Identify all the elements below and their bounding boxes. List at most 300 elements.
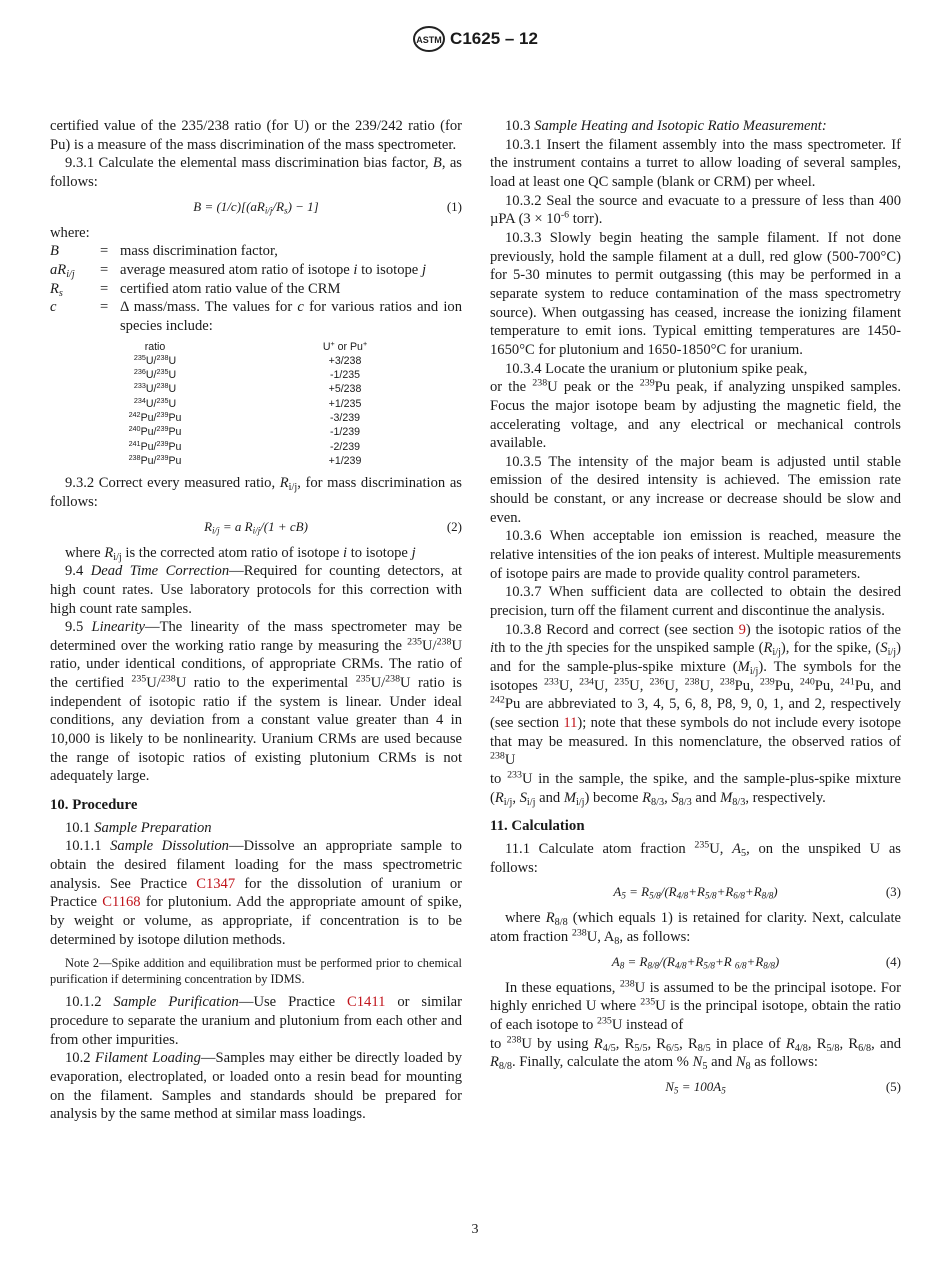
table-header-cell: [280, 340, 410, 354]
italic-text: R: [545, 910, 555, 927]
superscript: 239: [639, 377, 655, 389]
italic-text: R: [104, 544, 114, 561]
subscript: 5/5: [634, 1042, 648, 1054]
text-run: U/: [145, 354, 157, 367]
text-run: Pu/: [140, 412, 157, 425]
superscript: -6: [560, 209, 570, 221]
table-cell: [280, 411, 410, 425]
equation-number: (5): [885, 1078, 901, 1094]
subscript: 8: [619, 960, 625, 971]
superscript: 239: [759, 676, 775, 688]
table-cell: [280, 425, 410, 439]
text-run: Pu peak, if analyzing unspiked samples. Focus the major isotope beam by adjusting the magnetic field, the accelerating voltage, and any electrical or mechanical controls available.: [490, 379, 901, 452]
italic-text: N: [735, 1054, 746, 1071]
cross-reference-link[interactable]: C1411: [347, 994, 386, 1011]
superscript: 241: [839, 676, 855, 688]
equation-number: (2): [446, 518, 462, 534]
text-run: U is assumed to be the principal isotope. For highly enriched U where: [490, 979, 901, 1015]
text-run: U ratio is independent of isotopic ratio if the system is linear. Under ideal conditions, any deviation from a constant value greater than 4 in 10,000 is likely to be nonlinearity. Uranium CRMs are used because the range of isotopic ratios of existing plutonium CRMs is not adequately large.: [50, 675, 462, 785]
subscript: i/j: [749, 666, 759, 678]
superscript: 239: [156, 424, 169, 434]
italic-text: N: [692, 1054, 703, 1071]
text-run: U,: [629, 677, 650, 694]
text-run: B = (1/c)[(aR: [193, 198, 265, 214]
text-run: Pu/: [140, 454, 157, 467]
subscript: 8: [614, 935, 620, 947]
superscript: 235: [694, 839, 710, 851]
text-run: +5/238: [328, 383, 362, 396]
subscript: i/j: [264, 205, 273, 216]
equation: [490, 953, 901, 971]
text-run: U/: [145, 397, 157, 410]
superscript: 235: [640, 996, 656, 1008]
superscript: 238: [532, 377, 548, 389]
subscript: i/j: [113, 551, 122, 563]
text-run: ratio: [144, 340, 166, 353]
subscript: 6/8: [858, 1042, 872, 1054]
text-run: U ratio to the experimental: [175, 675, 356, 692]
page-header: [0, 26, 950, 57]
text-run: where: [505, 910, 546, 927]
subscript: 8/8: [498, 1061, 512, 1073]
text-run: as follows:: [750, 1054, 818, 1071]
text-run: U/: [145, 383, 157, 396]
superscript: 238: [385, 673, 401, 685]
italic-text: R: [279, 475, 289, 492]
italic-text: Sample Dissolution: [110, 838, 229, 855]
text-run: U is the principal isotope, obtain the ratio of each isotope to: [490, 998, 901, 1033]
table-cell: [110, 454, 200, 468]
paragraph: [490, 583, 901, 620]
subscript: i/j: [526, 796, 536, 808]
text-run: U: [504, 752, 516, 769]
text-run: , respectively.: [745, 789, 826, 806]
paragraph: [490, 192, 901, 229]
italic-text: R: [763, 640, 773, 657]
text-run: = R: [625, 884, 650, 900]
superscript: +: [362, 338, 368, 348]
subscript: i/j: [66, 269, 75, 280]
text-run: 10.1.2: [65, 994, 114, 1011]
text-run: +1/239: [328, 454, 362, 467]
text-run: Pu: [168, 440, 182, 453]
text-run: 9.5: [65, 619, 92, 636]
superscript: 238: [506, 1034, 522, 1046]
paragraph: [50, 993, 462, 1049]
paragraph: [490, 453, 901, 528]
text-run: 10.3: [505, 118, 535, 134]
equation-number: (3): [885, 884, 901, 900]
definition-text: [112, 280, 462, 299]
definition-text: [112, 242, 462, 261]
superscript: 233: [133, 381, 146, 391]
italic-text: R: [494, 789, 504, 806]
equals-sign: =: [100, 299, 109, 316]
text-run: and: [707, 1054, 736, 1071]
cross-reference-link[interactable]: C1168: [102, 894, 141, 911]
text-run: 9.3.2 Correct every measured ratio,: [65, 475, 280, 492]
subscript: 5: [721, 1085, 726, 1096]
text-run: th to the: [494, 640, 548, 657]
text-run: is the corrected atom ratio of isotope: [121, 544, 344, 561]
superscript: 235: [156, 395, 169, 405]
equation: [50, 198, 462, 216]
italic-text: R: [785, 1035, 795, 1052]
text-run: or the: [490, 379, 533, 396]
subscript: 8/8: [761, 890, 774, 901]
table-cell: [110, 368, 200, 382]
paragraph: [490, 527, 901, 583]
subscript: 6/5: [666, 1042, 680, 1054]
equals-sign: =: [100, 280, 109, 297]
text-run: 10.3.2 Seal the source and evacuate to a pressure of less than 400 µPA (3 × 10: [490, 192, 901, 228]
italic-text: i: [343, 544, 348, 561]
text-run: Pu: [168, 454, 182, 467]
table-cell: [110, 397, 200, 411]
superscript: 235: [131, 673, 147, 685]
equation-body: [193, 199, 318, 214]
text-run: aR: [50, 261, 67, 278]
subscript: 8/8: [554, 917, 568, 929]
text-run: ) − 1]: [287, 198, 319, 214]
left-column: [50, 117, 462, 1124]
text-run: . Finally, calculate the atom %: [511, 1054, 693, 1071]
cross-reference-link[interactable]: 11: [563, 715, 578, 731]
text-run: and: [535, 789, 564, 806]
text-run: +R: [716, 884, 734, 900]
paragraph: [490, 979, 901, 1072]
paragraph: [50, 474, 462, 511]
text-run: 10.3.6 When acceptable ion emission is reached, measure the relative intensities of the ion peaks of interest. Multiple measurements of isotope pairs are made to provide quality control parameters.: [490, 528, 901, 582]
text-run: Pu/: [140, 440, 157, 453]
text-run: 10.3.8 Record and correct (see section: [505, 621, 739, 638]
superscript: 234: [133, 395, 146, 405]
text-run: ,: [512, 789, 520, 806]
text-run: Pu,: [814, 677, 840, 694]
definition-item: [50, 261, 462, 280]
superscript: 238: [160, 673, 176, 685]
subscript: 4/8: [676, 890, 689, 901]
superscript: 234: [579, 676, 594, 688]
text-run: +R: [686, 953, 704, 969]
definition-term: [50, 280, 100, 299]
text-run: 10.3.7 When sufficient data are collected to obtain the desired precision, turn off the filament current and discontinue the analysis.: [490, 584, 901, 620]
text-run: = a R: [219, 518, 253, 534]
text-run: U,: [558, 677, 580, 694]
text-run: In these equations,: [505, 979, 620, 996]
text-run: in place of: [710, 1035, 786, 1052]
italic-text: R: [593, 1035, 603, 1052]
text-run: , R: [647, 1035, 667, 1052]
subscript: i/j: [252, 525, 261, 536]
text-run: -3/239: [329, 412, 361, 425]
text-run: Pu: [168, 412, 182, 425]
text-run: Pu are abbreviated to 3, 4, 5, 6, 8, P8, 9, 0, 1, and 2, respectively (see section: [490, 696, 901, 731]
paragraph: [490, 840, 901, 877]
paragraph: [50, 819, 462, 838]
paragraph: [50, 544, 462, 563]
text-run: U: [168, 369, 177, 382]
text-run: A: [613, 884, 622, 900]
text-run: = 100A: [678, 1078, 722, 1094]
table-header-cell: [110, 340, 200, 354]
paragraph: [50, 154, 462, 191]
text-run: Pu, and: [854, 677, 902, 694]
text-run: U/: [145, 369, 157, 382]
text-run: U,: [593, 677, 615, 694]
equation: [490, 883, 901, 901]
text-run: ) the isotopic ratios of the: [745, 621, 901, 638]
superscript: 238: [156, 381, 169, 391]
text-run: and: [691, 789, 721, 806]
italic-text: Sample Heating and Isotopic Ratio Measurement:: [534, 118, 827, 134]
text-run: Note 2—Spike addition and equilibration must be performed prior to chemical purification if determining concentration by IDMS.: [50, 956, 462, 987]
subscript: s: [284, 205, 288, 216]
text-run: to: [490, 770, 508, 787]
text-run: , and: [871, 1035, 902, 1052]
paragraph: [490, 909, 901, 946]
text-run: -1/235: [329, 369, 361, 382]
text-run: U: [168, 383, 177, 396]
subscript: i/j: [288, 482, 298, 494]
text-run: to isotope: [357, 261, 422, 278]
text-run: , for mass discrimination as follows:: [50, 475, 462, 510]
text-run: —Dissolve an appropriate sample to obtain the desired filament loading for the mass spectrometric analysis. See Practice: [50, 838, 462, 892]
italic-text: R: [490, 1054, 499, 1071]
text-run: U: [168, 397, 177, 410]
text-run: , as follows:: [619, 928, 691, 945]
svg-text:ASTM: ASTM: [416, 35, 442, 45]
text-run: or Pu: [334, 340, 363, 353]
subscript: 6/8: [733, 890, 745, 901]
text-run: /R: [272, 198, 285, 214]
text-run: U: [168, 354, 177, 367]
text-run: ): [774, 953, 780, 969]
text-run: A: [611, 953, 620, 969]
paragraph: [50, 618, 462, 786]
paragraph: [490, 621, 901, 808]
italic-text: Filament Loading: [95, 1050, 201, 1067]
subscript: 5/8: [704, 890, 717, 901]
text-run: , R: [807, 1035, 827, 1052]
subscript: 5/8: [649, 890, 661, 901]
table-cell: [280, 354, 410, 368]
text-run: U, A: [586, 928, 615, 945]
superscript: +: [330, 338, 335, 348]
text-run: 10.3.1 Insert the filament assembly into the mass spectrometer. If the instrument contains a turret to allow loading of several samples, load at least one QC sample (blank or CRM) per wheel.: [490, 136, 901, 190]
text-run: , R: [679, 1035, 698, 1052]
superscript: 241: [128, 438, 141, 448]
text-run: U/: [422, 637, 437, 654]
subscript: 4/8: [674, 960, 687, 971]
italic-text: B: [432, 155, 442, 172]
text-run: certified atom ratio value of the CRM: [120, 280, 341, 297]
subscript: 8/8: [763, 960, 775, 971]
equation-body: [204, 519, 308, 534]
table-cell: [110, 354, 200, 368]
italic-text: j: [411, 544, 416, 561]
text-run: -2/239: [329, 440, 361, 453]
italic-text: M: [563, 789, 576, 806]
right-column: [490, 117, 901, 1104]
table-header: [110, 340, 462, 354]
text-run: N: [665, 1078, 674, 1094]
superscript: 238: [490, 750, 505, 762]
text-run: ,: [664, 789, 672, 806]
text-run: R: [50, 280, 59, 297]
cross-reference-link[interactable]: C1347: [196, 875, 236, 892]
superscript: 235: [614, 676, 630, 688]
text-run: 10. Procedure: [50, 797, 138, 814]
text-run: +R: [746, 953, 764, 969]
text-run: or similar procedure to separate the uranium and plutonium from each other and from other impurities.: [50, 994, 462, 1048]
table-cell: [110, 440, 200, 454]
text-run: U,: [664, 677, 685, 694]
text-run: 9.3.1 Calculate the elemental mass discrimination bias factor,: [65, 155, 433, 172]
text-run: 10.3.4 Locate the uranium or plutonium spike peak,: [505, 360, 808, 377]
table-cell: [280, 440, 410, 454]
superscript: 238: [684, 676, 700, 688]
text-run: c: [50, 299, 57, 316]
text-run: /(1 + cB): [260, 518, 308, 534]
table-cell: [280, 454, 410, 468]
equation-body: [612, 954, 779, 969]
table-row: [110, 368, 462, 382]
text-run: +R: [714, 953, 735, 969]
italic-text: i: [353, 261, 358, 278]
equation: [490, 1078, 901, 1096]
table-row: [110, 454, 462, 468]
superscript: 239: [156, 410, 169, 420]
equals-sign: =: [100, 261, 109, 278]
superscript: 235: [597, 1015, 612, 1027]
subscript: i/j: [212, 525, 220, 536]
paragraph: [490, 117, 901, 136]
table-row: [110, 397, 462, 411]
paragraph: [490, 360, 901, 453]
superscript: 238: [156, 352, 169, 362]
subscript: s: [58, 287, 63, 299]
text-run: ); note that these symbols do not include every isotope that may be measured. In this nomenclature, the observed ratios of: [490, 715, 901, 750]
equation-number: (1): [446, 198, 462, 214]
subscript: 5: [621, 890, 626, 901]
superscript: 236: [133, 367, 146, 377]
text-run: 9.4: [65, 563, 91, 580]
cross-reference-link[interactable]: 9: [738, 621, 746, 638]
superscript: 233: [543, 676, 559, 688]
subscript: 5/8: [703, 960, 715, 971]
text-run: /(R: [660, 884, 677, 900]
subscript: 8/3: [678, 796, 692, 808]
document-id: C1625 – 12: [450, 29, 538, 48]
italic-text: Dead Time Correction: [90, 563, 230, 580]
text-run: (which equals 1) is retained for clarity. Next, calculate atom fraction: [490, 910, 901, 945]
table-row: [110, 411, 462, 425]
text-run: ), for the spike, (: [780, 640, 881, 657]
definition-text: [112, 298, 462, 335]
italic-text: j: [547, 640, 552, 657]
text-run: 10.2: [65, 1050, 96, 1067]
superscript: 240: [799, 676, 815, 688]
superscript: 242: [128, 410, 141, 420]
italic-text: j: [421, 261, 427, 278]
text-run: U,: [699, 677, 720, 694]
text-run: ) and for the sample-plus-spike mixture (: [490, 640, 901, 676]
superscript: 235: [133, 352, 146, 362]
astm-logo-icon: [412, 26, 446, 52]
text-run: Δ mass/mass. The values for: [120, 299, 298, 316]
text-run: th species for the unspiked sample (: [551, 640, 764, 657]
table-cell: [110, 411, 200, 425]
text-run: for various ratios and ion species include:: [120, 299, 462, 334]
italic-text: A: [732, 840, 742, 857]
text-run: torr).: [569, 211, 603, 228]
superscript: 238: [719, 676, 735, 688]
text-run: ): [773, 884, 778, 900]
definition-term: [50, 261, 100, 280]
italic-text: Sample Purification: [113, 994, 239, 1011]
equation-body: [665, 1079, 725, 1094]
text-run: 10.3.5 The intensity of the major beam is adjusted until stable emission of the desired intensity is achieved. The emission rate should be constant, or any increase or decrease should be slow and even.: [490, 453, 901, 526]
superscript: 238: [571, 927, 587, 939]
text-run: mass discrimination factor,: [120, 243, 278, 260]
subscript: 5: [673, 1085, 679, 1096]
table-cell: [280, 397, 410, 411]
italic-text: i: [490, 640, 495, 657]
subscript: 8: [745, 1061, 751, 1073]
table-row: [110, 425, 462, 439]
paragraph: [490, 136, 901, 192]
text-run: , R: [615, 1035, 635, 1052]
table-cell: [110, 382, 200, 396]
page-number: 3: [471, 1222, 479, 1237]
superscript: 235: [156, 367, 169, 377]
text-run: to: [490, 1035, 507, 1052]
text-run: where: [65, 544, 105, 561]
italic-text: Linearity: [91, 619, 145, 636]
text-run: —Required for counting detectors, at high count rates. Use laboratory protocols for this correction with high count rate samples.: [50, 563, 462, 617]
section-heading: [50, 796, 462, 815]
text-run: 10.1.1: [65, 838, 111, 855]
text-run: +R: [744, 884, 762, 900]
table-cell: [110, 425, 200, 439]
text-run: where:: [50, 224, 90, 241]
text-run: +1/235: [328, 397, 362, 410]
text-run: /(R: [659, 953, 675, 969]
text-run: , on the unspiked U as follows:: [490, 840, 901, 876]
subscript: 5: [741, 848, 747, 859]
subscript: 4/5: [602, 1042, 616, 1054]
italic-text: c: [297, 299, 304, 316]
text-run: U ratio, under identical conditions, of appropriate CRMs. The ratio of the certified: [50, 637, 462, 692]
paragraph: [50, 224, 462, 243]
subscript: i/j: [887, 647, 897, 659]
text-run: R: [204, 518, 213, 534]
subscript: 5: [702, 1061, 708, 1073]
text-run: 11. Calculation: [490, 818, 585, 835]
subscript: i/j: [576, 796, 585, 808]
text-run: —Use Practice: [238, 994, 348, 1011]
superscript: 238: [619, 978, 635, 990]
italic-text: S: [671, 789, 679, 806]
text-run: = R: [624, 953, 648, 969]
equation: [50, 518, 462, 536]
definition-text: [112, 261, 462, 280]
note: [50, 955, 462, 987]
text-run: to isotope: [347, 544, 412, 561]
text-run: U/: [370, 675, 386, 692]
superscript: 242: [490, 694, 505, 706]
